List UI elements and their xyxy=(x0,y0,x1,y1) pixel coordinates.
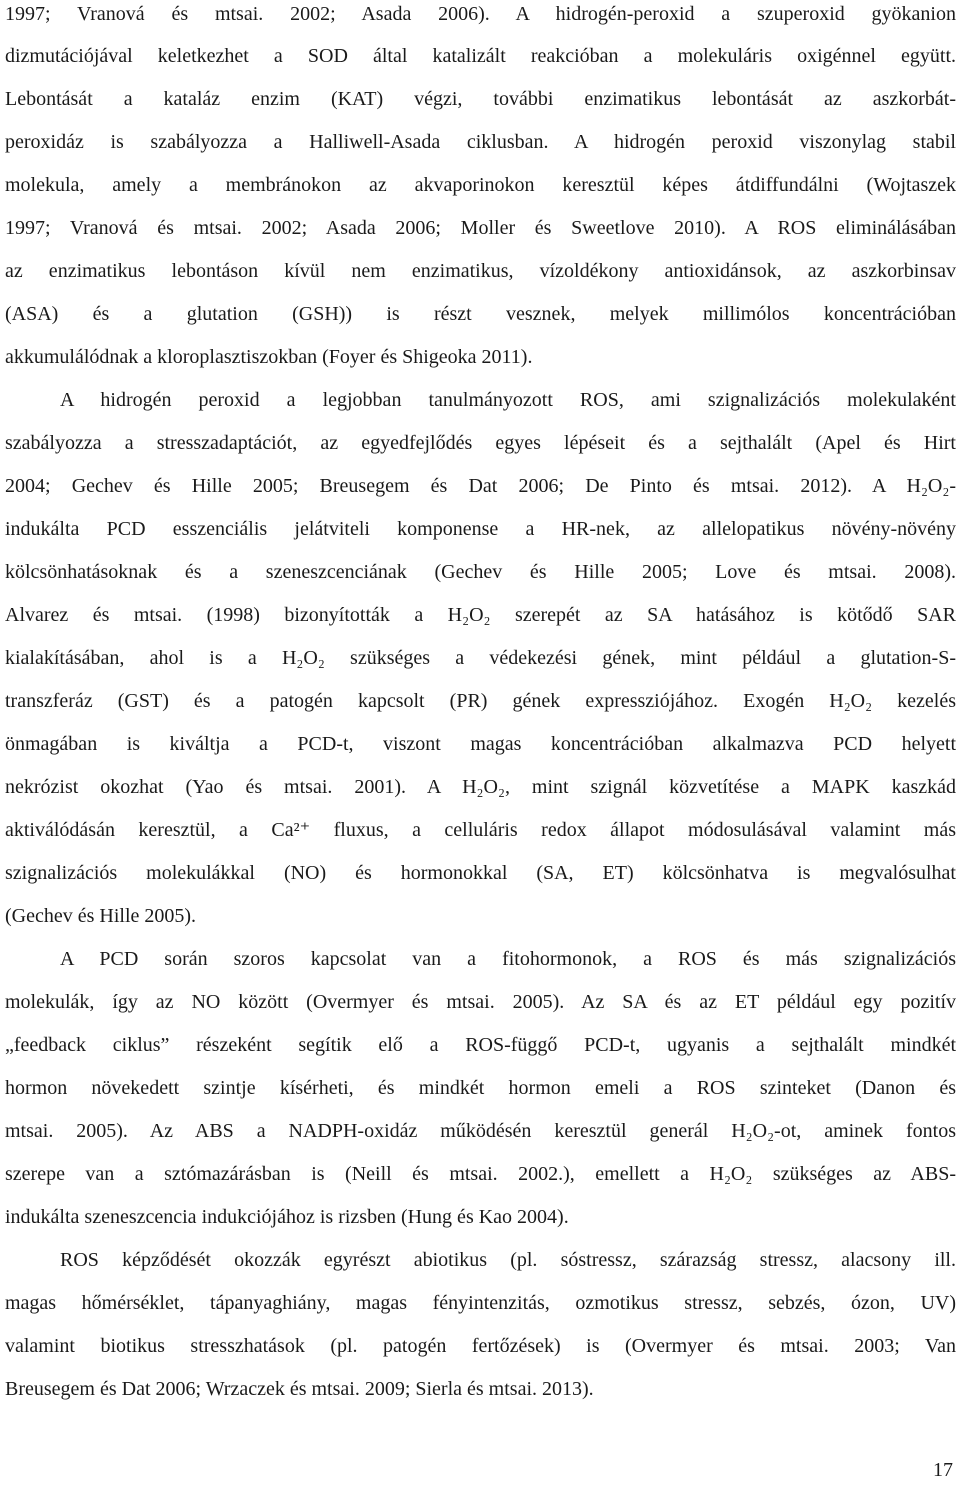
text-line: 1997; Vranová és mtsai. 2002; Asada 2006; Moller és Sweetlove 2010). A ROS eliminálásában xyxy=(5,217,956,239)
text-line: hormon növekedett szintje kísérheti, és mindkét hormon emeli a ROS szinteket (Danon és xyxy=(5,1077,956,1099)
text-line: aktiválódásán keresztül, a Ca²⁺ fluxus, a celluláris redox állapot módosulásával valamint más xyxy=(5,819,956,841)
text-line: önmagában is kiváltja a PCD-t, viszont magas koncentrációban alkalmazva PCD helyett xyxy=(5,733,956,755)
text-line: akkumulálódnak a kloroplasztiszokban (Foyer és Shigeoka 2011). xyxy=(5,346,533,368)
text-line: Alvarez és mtsai. (1998) bizonyították a H₂O₂ szerepét az SA hatásához is kötődő SAR xyxy=(5,604,956,626)
text-line: indukálta PCD esszenciális jelátviteli komponense a HR-nek, az allelopatikus növény-növény xyxy=(5,518,956,540)
text-line: Lebontását a kataláz enzim (KAT) végzi, további enzimatikus lebontását az aszkorbát- xyxy=(5,88,956,110)
text-line: magas hőmérséklet, tápanyaghiány, magas fényintenzitás, ozmotikus stressz, sebzés, ózon, UV) xyxy=(5,1292,956,1314)
text-line: kialakításában, ahol is a H₂O₂ szükséges a védekezési gének, mint például a glutation-S- xyxy=(5,647,956,669)
text-line: transzferáz (GST) és a patogén kapcsolt (PR) gének expressziójához. Exogén H₂O₂ kezelés xyxy=(5,690,956,712)
text-line: szabályozza a stresszadaptációt, az egyedfejlődés egyes lépéseit és a sejthalált (Apel és Hirt xyxy=(5,432,956,454)
text-line: ROS képződését okozzák egyrészt abiotikus (pl. sóstressz, szárazság stressz, alacsony ill. xyxy=(60,1249,956,1271)
text-line: A PCD során szoros kapcsolat van a fitohormonok, a ROS és más szignalizációs xyxy=(60,948,956,970)
text-line: 1997; Vranová és mtsai. 2002; Asada 2006). A hidrogén-peroxid a szuperoxid gyökanion xyxy=(5,3,956,25)
text-line: valamint biotikus stresszhatások (pl. patogén fertőzések) is (Overmyer és mtsai. 2003; Van xyxy=(5,1335,956,1357)
text-line: molekula, amely a membránokon az akvaporinokon keresztül képes átdiffundálni (Wojtaszek xyxy=(5,174,956,196)
text-line: indukálta szeneszcencia indukciójához is rizsben (Hung és Kao 2004). xyxy=(5,1206,569,1228)
text-line: nekrózist okozhat (Yao és mtsai. 2001). A H₂O₂, mint szignál közvetítése a MAPK kaszkád xyxy=(5,776,956,798)
text-line: Breusegem és Dat 2006; Wrzaczek és mtsai. 2009; Sierla és mtsai. 2013). xyxy=(5,1378,594,1400)
text-line: molekulák, így az NO között (Overmyer és mtsai. 2005). Az SA és az ET például egy pozitív xyxy=(5,991,956,1013)
text-line: 2004; Gechev és Hille 2005; Breusegem és Dat 2006; De Pinto és mtsai. 2012). A H₂O₂- xyxy=(5,475,956,497)
text-line: szerepe van a sztómazárásban is (Neill és mtsai. 2002.), emellett a H₂O₂ szükséges az ABS- xyxy=(5,1163,956,1185)
text-line: szignalizációs molekulákkal (NO) és hormonokkal (SA, ET) kölcsönhatva is megvalósulhat xyxy=(5,862,956,884)
text-line: „feedback ciklus” részeként segítik elő a ROS-függő PCD-t, ugyanis a sejthalált mindkét xyxy=(5,1034,956,1056)
text-line: kölcsönhatásoknak és a szeneszcenciának (Gechev és Hille 2005; Love és mtsai. 2008). xyxy=(5,561,956,583)
text-line: az enzimatikus lebontáson kívül nem enzimatikus, vízoldékony antioxidánsok, az aszkorbinsav xyxy=(5,260,956,282)
text-line: dizmutációjával keletkezhet a SOD által katalizált reakcióban a molekuláris oxigénnel együtt. xyxy=(5,45,956,67)
page-number: 17 xyxy=(933,1459,953,1481)
text-line: peroxidáz is szabályozza a Halliwell-Asada ciklusban. A hidrogén peroxid viszonylag stabil xyxy=(5,131,956,153)
text-line: (Gechev és Hille 2005). xyxy=(5,905,197,927)
text-line: A hidrogén peroxid a legjobban tanulmányozott ROS, ami szignalizációs molekulaként xyxy=(60,389,956,411)
text-line: mtsai. 2005). Az ABS a NADPH-oxidáz működésén keresztül generál H₂O₂-ot, aminek fontos xyxy=(5,1120,956,1142)
text-line: (ASA) és a glutation (GSH)) is részt vesznek, melyek millimólos koncentrációban xyxy=(5,303,956,325)
